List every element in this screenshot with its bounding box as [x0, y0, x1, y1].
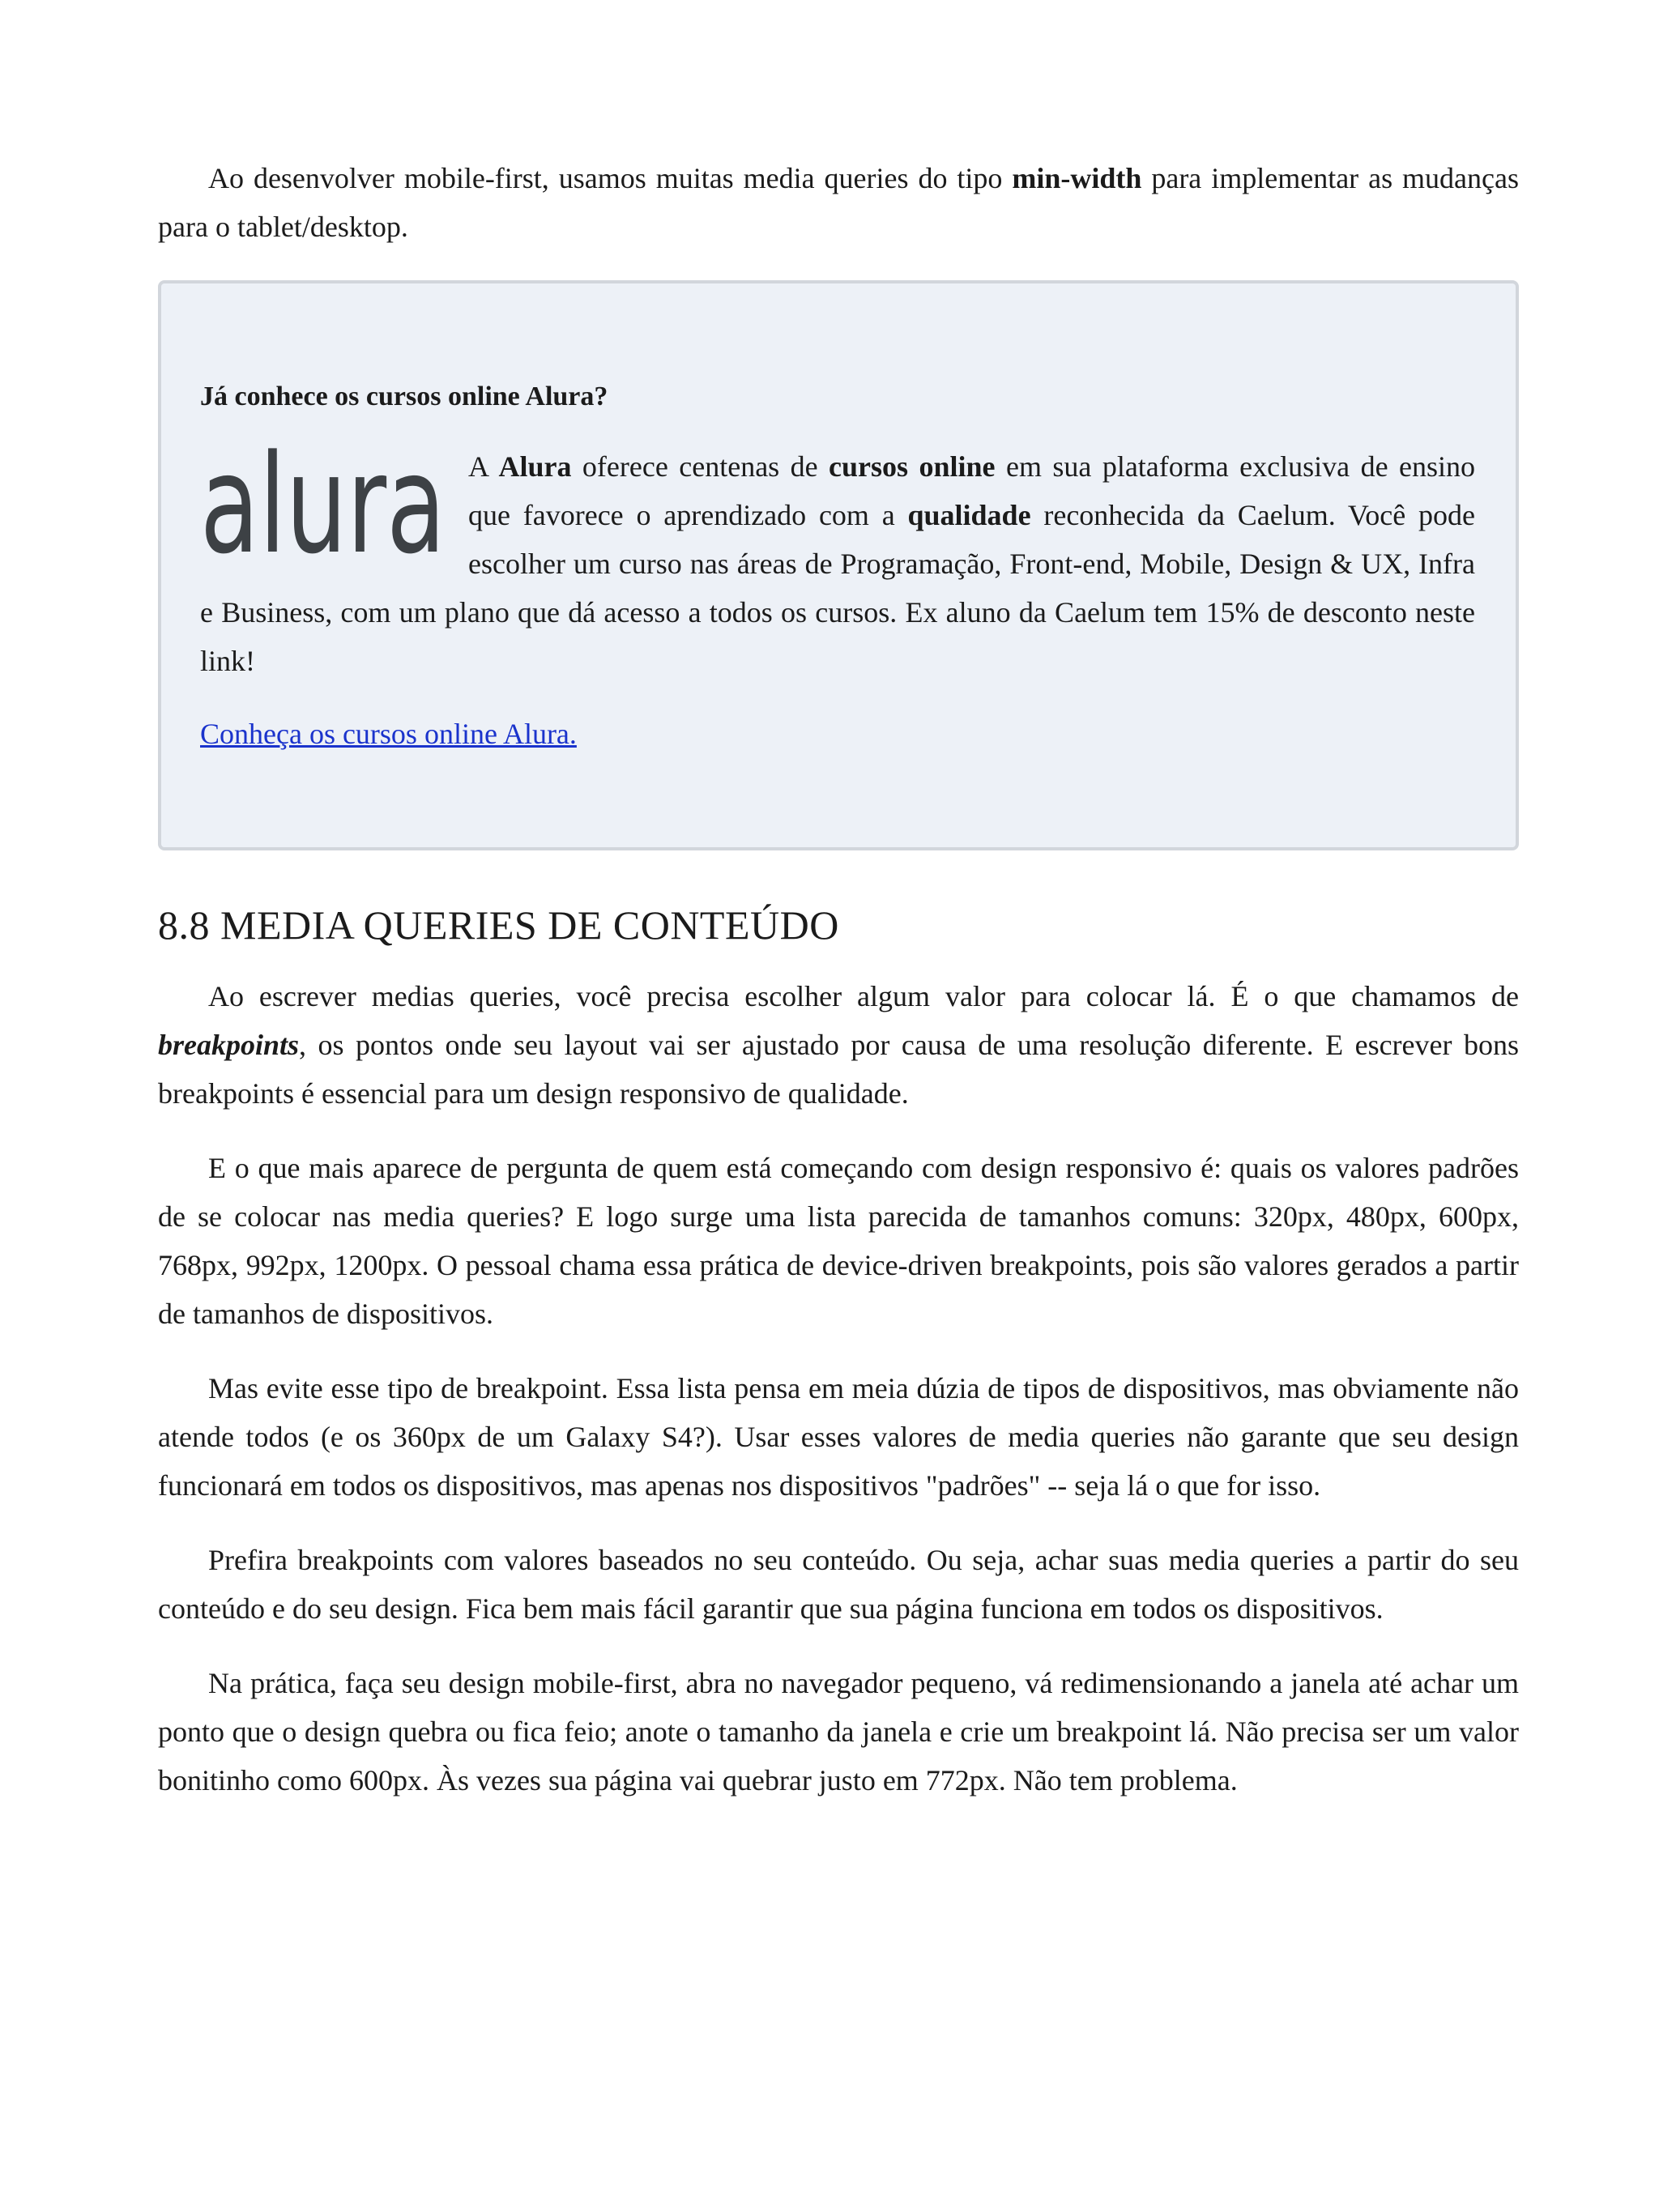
- section-paragraph-3: Mas evite esse tipo de breakpoint. Essa lista pensa em meia dúzia de tipos de dispositivos, mas obviamente não atende todos (e os 360px de um Galaxy S4?). Usar esses valores de media queries não garante que seu design funcionará em todos os dispositivos, mas apenas nos dispositivos "padrões" -- seja lá o que for isso.: [158, 1372, 1519, 1502]
- section-paragraph-5: Na prática, faça seu design mobile-first, abra no navegador pequeno, vá redimensionando a janela até achar um ponto que o design quebra ou fica feio; anote o tamanho da janela e crie um breakpoint lá. Não precisa ser um valor bonitinho como 600px. Às vezes sua página vai quebrar justo em 772px. Não tem problema.: [158, 1667, 1519, 1796]
- intro-text: Ao desenvolver mobile-first, usamos muitas media queries do tipo: [208, 162, 1013, 194]
- alura-callout-box: [158, 280, 1519, 850]
- callout-title: Já conhece os cursos online Alura?: [200, 381, 608, 411]
- document-page: [158, 154, 1519, 1831]
- section-heading: 8.8 MEDIA QUERIES DE CONTEÚDO: [158, 902, 839, 948]
- callout-text-4: reconhecida da Caelum. Você pode escolher um curso nas áreas de Programação, Front-end, Mobile, Design & UX, Infra e Business, com um plano que dá acesso a todos os cursos. Ex aluno da Caelum tem 15% de desconto neste link!: [200, 499, 1475, 677]
- section-paragraph-2: E o que mais aparece de pergunta de quem está começando com design responsivo é: quais os valores padrões de se colocar nas media queries? E logo surge uma lista parecida de tamanhos comuns: 320px, 480px, 600px, 768px, 992px, 1200px. O pessoal chama essa prática de device-driven breakpoints, pois são valores gerados a partir de tamanhos de dispositivos.: [158, 1152, 1519, 1330]
- breakpoints-term: breakpoints: [158, 1029, 300, 1061]
- p1-text-end: , os pontos onde seu layout vai ser ajustado por causa de uma resolução diferente. E escrever bons breakpoints é essencial para um design responsivo de qualidade.: [158, 1029, 1519, 1110]
- section-paragraph-1: [158, 972, 1519, 1118]
- section-paragraph-4: Prefira breakpoints com valores baseados no seu conteúdo. Ou seja, achar suas media queries a partir do seu conteúdo e do seu design. Fica bem mais fácil garantir que sua página funciona em todos os dispositivos.: [158, 1544, 1519, 1625]
- callout-text-1: A: [468, 450, 499, 483]
- callout-bold-quality: qualidade: [907, 499, 1031, 531]
- min-width-term: min-width: [1012, 162, 1142, 194]
- alura-courses-link[interactable]: Conheça os cursos online Alura.: [200, 718, 577, 750]
- alura-logo-text: alura: [200, 442, 446, 584]
- intro-paragraph: [158, 154, 1519, 251]
- callout-text-2: oferece centenas de: [571, 450, 830, 483]
- p1-text: Ao escrever medias queries, você precisa escolher algum valor para colocar lá. É o que chamamos de: [208, 980, 1519, 1012]
- intro-text-end: para implementar as mudanças para o tablet/desktop.: [158, 162, 1519, 243]
- alura-logo: [200, 442, 447, 588]
- callout-bold-alura: Alura: [498, 450, 572, 483]
- callout-text-3: em sua plataforma exclusiva de ensino que favorece o aprendizado com a: [468, 450, 1475, 531]
- callout-bold-courses: cursos online: [829, 450, 996, 483]
